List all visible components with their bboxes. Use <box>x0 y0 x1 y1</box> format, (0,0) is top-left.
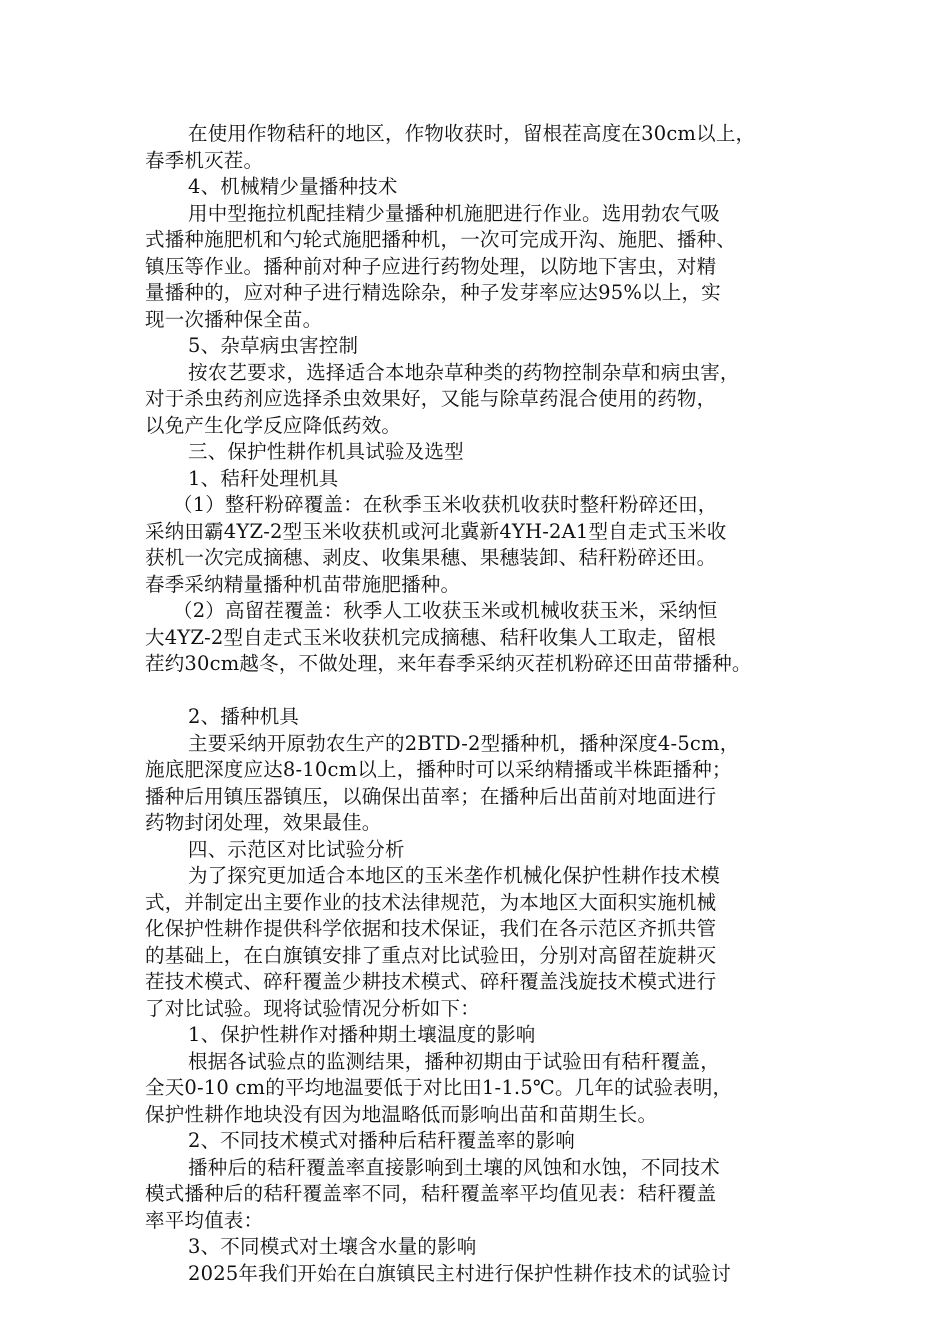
text-line: 式播种施肥机和勺轮式施肥播种机，一次可完成开沟、施肥、播种、 <box>145 228 737 251</box>
text-line: 在使用作物秸秆的地区，作物收获时，留根茬高度在30cm以上， <box>188 122 756 145</box>
text-line: 式，并制定出主要作业的技术法律规范，为本地区大面积实施机械 <box>145 890 717 914</box>
text-line: 全天0-10 cm的平均地温要低于对比田1-1.5℃。几年的试验表明， <box>145 1076 733 1099</box>
text-line: 采纳田霸4YZ-2型玉米收获机或河北冀新4YH-2A1型自走式玉米收 <box>145 519 727 543</box>
text-line: 播种后用镇压器镇压，以确保出苗率；在播种后出苗前对地面进行 <box>145 784 717 808</box>
text-line: 对于杀虫药剂应选择杀虫效果好，又能与除草药混合使用的药物， <box>145 387 717 410</box>
text-line: 按农艺要求，选择适合本地杂草种类的药物控制杂草和病虫害， <box>188 360 740 384</box>
text-line: 量播种的，应对种子进行精选除杂，种子发芽率应达95%以上，实 <box>145 281 721 304</box>
text-line: 药物封闭处理，效果最佳。 <box>145 811 382 834</box>
chapter-heading: 四、示范区对比试验分析 <box>188 837 405 861</box>
section-heading: 1、秸秆处理机具 <box>188 466 339 490</box>
text-line: 化保护性耕作提供科学依据和技术保证，我们在各示范区齐抓共管 <box>145 917 717 940</box>
section-heading: 3、不同模式对土壤含水量的影响 <box>188 1235 477 1258</box>
text-line: 播种后的秸秆覆盖率直接影响到土壤的风蚀和水蚀，不同技术 <box>188 1155 720 1179</box>
section-heading: 1、保护性耕作对播种期土壤温度的影响 <box>188 1023 536 1046</box>
text-line: 春季采纳精量播种机苗带施肥播种。 <box>145 572 461 596</box>
text-line: 获机一次完成摘穗、剥皮、收集果穗、果穗装卸、秸秆粉碎还田。 <box>145 546 717 569</box>
text-line: （1）整秆粉碎覆盖：在秋季玉米收获机收获时整秆粉碎还田， <box>173 493 718 516</box>
text-line: 镇压等作业。播种前对种子应进行药物处理，以防地下害虫，对精 <box>145 254 717 278</box>
chapter-heading: 三、保护性耕作机具试验及选型 <box>188 440 464 463</box>
text-line: 施底肥深度应达8-10cm以上，播种时可以采纳精播或半株距播种； <box>145 758 732 781</box>
section-heading: 5、杂草病虫害控制 <box>188 334 359 357</box>
section-heading: 2、不同技术模式对播种后秸秆覆盖率的影响 <box>188 1129 575 1152</box>
text-line: 率平均值表： <box>145 1208 264 1232</box>
blank-line <box>145 678 815 705</box>
text-line: 大4YZ-2型自走式玉米收获机完成摘穗、秸秆收集人工取走，留根 <box>145 625 717 649</box>
text-line: 2025年我们开始在白旗镇民主村进行保护性耕作技术的试验讨 <box>188 1261 731 1285</box>
text-line: 茬技术模式、碎秆覆盖少耕技术模式、碎秆覆盖浅旋技术模式进行 <box>145 970 717 993</box>
text-line: （2）高留茬覆盖：秋季人工收获玉米或机械收获玉米，采纳恒 <box>173 599 718 622</box>
text-line: 主要采纳开原勃农生产的2BTD-2型播种机，播种深度4-5cm， <box>188 731 740 755</box>
text-line: 保护性耕作地块没有因为地温略低而影响出苗和苗期生长。 <box>145 1102 658 1126</box>
text-line: 为了探究更加适合本地区的玉米垄作机械化保护性耕作技术模 <box>188 864 720 887</box>
text-line: 现一次播种保全苗。 <box>145 307 323 331</box>
section-heading: 2、播种机具 <box>188 705 300 728</box>
document-page <box>145 121 815 1287</box>
text-line: 以免产生化学反应降低药效。 <box>145 413 402 437</box>
text-line: 模式播种后的秸秆覆盖率不同，秸秆覆盖率平均值见表：秸秆覆盖 <box>145 1182 717 1205</box>
text-line: 茬约30cm越冬，不做处理，来年春季采纳灭茬机粉碎还田苗带播种。 <box>145 652 752 675</box>
text-line: 春季机灭茬。 <box>145 148 264 172</box>
text-line: 根据各试验点的监测结果，播种初期由于试验田有秸秆覆盖， <box>188 1049 720 1073</box>
text-line: 了对比试验。现将试验情况分析如下： <box>145 996 480 1020</box>
section-heading: 4、机械精少量播种技术 <box>188 175 398 198</box>
text-line: 的基础上，在白旗镇安排了重点对比试验田，分别对高留茬旋耕灭 <box>145 943 717 967</box>
text-line: 用中型拖拉机配挂精少量播种机施肥进行作业。选用勃农气吸 <box>188 201 720 225</box>
